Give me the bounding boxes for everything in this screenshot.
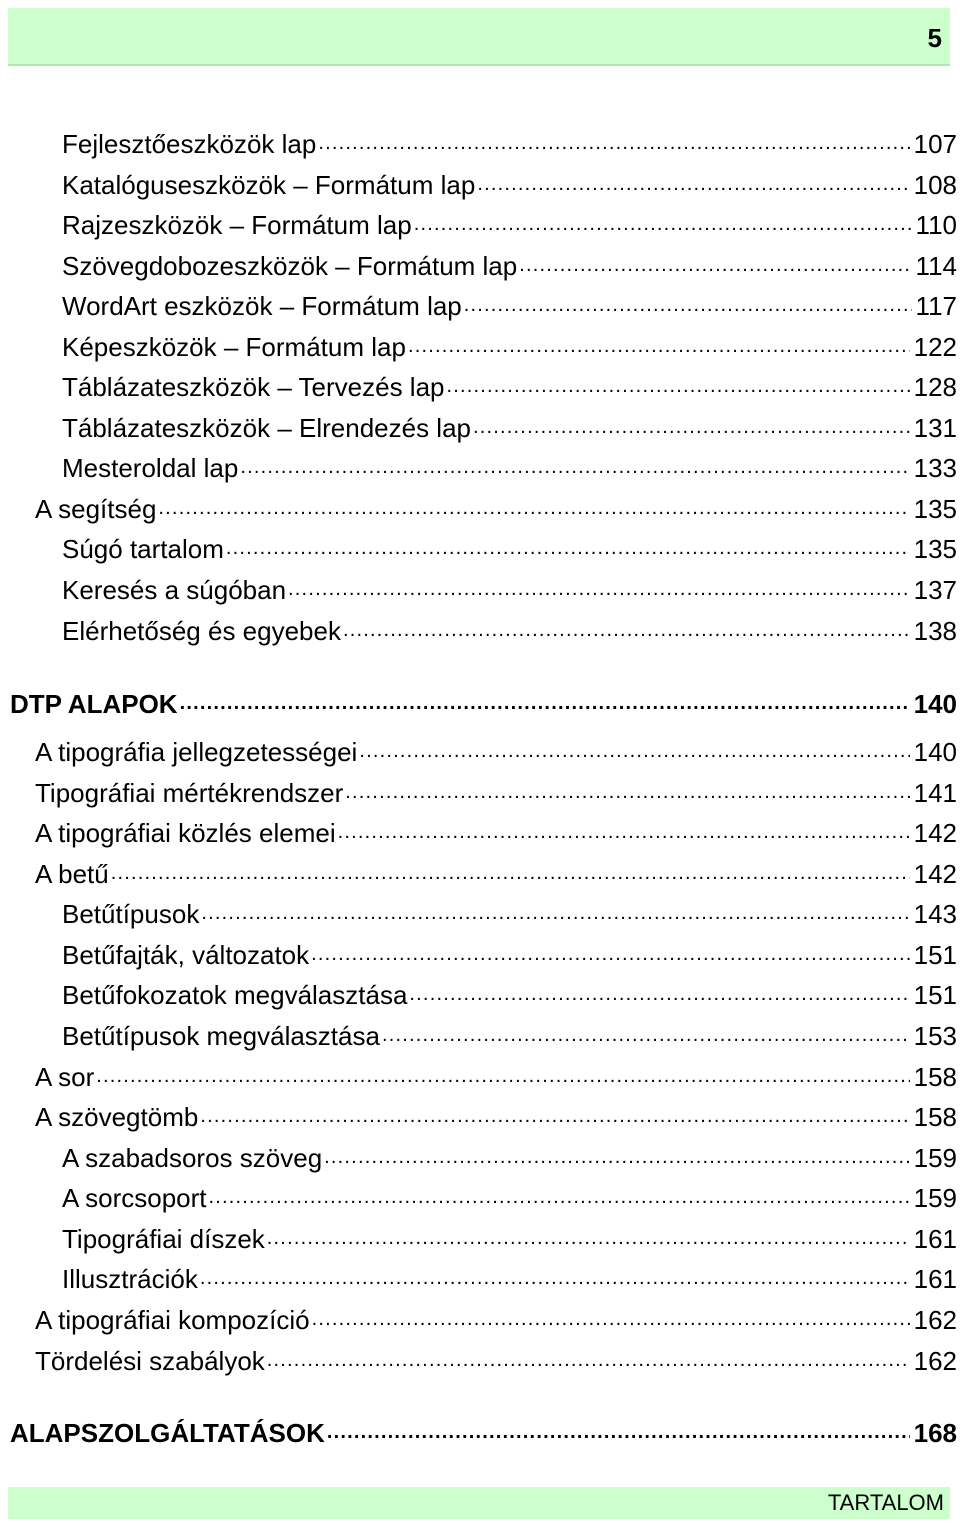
toc-entry-title: Súgó tartalom [62,534,224,564]
toc-entry-page-number: 161 [913,1224,957,1254]
toc-entry[interactable] [35,735,957,768]
toc-entry-page-number: 108 [913,170,957,200]
dot-leader [267,1344,910,1370]
toc-entry-title: Elérhetőség és egyebek [62,616,341,646]
toc-entry-title: Katalóguseszközök – Formátum lap [62,170,476,200]
header-bar [8,8,950,66]
toc-entry[interactable] [10,687,957,720]
toc-entry[interactable] [35,776,957,809]
dot-leader [414,208,912,234]
toc-entry-page-number: 151 [913,980,957,1010]
dot-leader [477,168,909,194]
toc-entry-page-number: 162 [913,1346,957,1376]
toc-entry-title: Betűfajták, változatok [62,940,310,970]
toc-entry[interactable] [62,168,957,201]
dot-leader [343,614,910,640]
dot-leader [209,1181,910,1207]
dot-leader [327,1416,910,1442]
dot-leader [111,857,910,883]
toc-entry-page-number: 159 [913,1183,957,1213]
toc-entry-page-number: 161 [913,1264,957,1294]
toc-entry-page-number: 137 [913,575,957,605]
dot-leader [201,897,909,923]
toc-entry[interactable] [62,1181,957,1214]
toc-entry-title: Tördelési szabályok [35,1346,265,1376]
toc-entry-page-number: 162 [913,1305,957,1335]
toc-entry-page-number: 135 [913,494,957,524]
toc-entry[interactable] [35,492,957,525]
toc-entry-page-number: 128 [913,372,957,402]
toc-entry-page-number: 141 [913,778,957,808]
toc-entry-title: A sor [35,1062,95,1092]
toc-entry[interactable] [62,978,957,1011]
toc-entry-title: Keresés a súgóban [62,575,287,605]
toc-entry-title: Betűtípusok [62,899,200,929]
toc-entry-page-number: 135 [913,534,957,564]
toc-entry[interactable] [35,1303,957,1336]
toc-entry-page-number: 143 [913,899,957,929]
toc-entry-page-number: 142 [913,859,957,889]
dot-leader [240,451,909,477]
toc-entry[interactable] [62,1141,957,1174]
dot-leader [96,1060,909,1086]
dot-leader [288,573,910,599]
toc-entry-title: Tipográfiai mértékrendszer [35,778,344,808]
toc-entry-page-number: 133 [913,453,957,483]
toc-entry-title: ALAPSZOLGÁLTATÁSOK [10,1418,325,1448]
toc-entry-page-number: 158 [913,1102,957,1132]
toc-entry-page-number: 142 [913,818,957,848]
dot-leader [267,1222,910,1248]
toc-entry-title: Mesteroldal lap [62,453,239,483]
toc-entry[interactable] [62,370,957,403]
dot-leader [200,1262,910,1288]
dot-leader [345,776,909,802]
toc-entry[interactable] [62,938,957,971]
toc-entry-title: A betű [35,859,109,889]
dot-leader [318,127,909,153]
toc-entry-title: Illusztrációk [62,1264,198,1294]
toc-entry-page-number: 107 [913,129,957,159]
toc-entry[interactable] [62,330,957,363]
toc-entry[interactable] [62,897,957,930]
toc-entry[interactable] [62,289,957,322]
toc-entry[interactable] [35,1100,957,1133]
toc-entry-title: A szövegtömb [35,1102,199,1132]
dot-leader [324,1141,909,1167]
toc-entry-page-number: 131 [913,413,957,443]
toc-entry-title: A tipográfiai kompozíció [35,1305,310,1335]
dot-leader [158,492,909,518]
toc-entry[interactable] [35,1344,957,1377]
toc-entry[interactable] [62,573,957,606]
dot-leader [226,532,910,558]
footer-bar [8,1487,950,1519]
toc-entry-page-number: 110 [915,210,957,240]
footer-section-label: TARTALOM [827,1490,944,1515]
toc-entry-title: A szabadsoros szöveg [62,1143,323,1173]
toc-entry-title: A tipográfia jellegzetességei [35,737,358,767]
toc-entry-title: A sorcsoport [62,1183,207,1213]
toc-entry-title: A tipográfiai közlés elemei [35,818,336,848]
toc-entry-title: Táblázateszközök – Elrendezés lap [62,413,472,443]
toc-entry-title: Képeszközök – Formátum lap [62,332,406,362]
dot-leader [519,249,911,275]
toc-entry-title: A segítség [35,494,157,524]
dot-leader [447,370,910,396]
dot-leader [180,687,910,713]
dot-leader [408,330,910,356]
toc-entry[interactable] [62,451,957,484]
toc-entry-page-number: 153 [913,1021,957,1051]
dot-leader [312,1303,910,1329]
toc-entry-title: Szövegdobozeszközök – Formátum lap [62,251,518,281]
toc-entry[interactable] [62,532,957,565]
toc-entry-page-number: 159 [913,1143,957,1173]
page-number: 5 [927,23,942,53]
toc-entry[interactable] [10,1416,957,1449]
toc-entry[interactable] [62,127,957,160]
toc-entry[interactable] [62,1262,957,1295]
dot-leader [464,289,912,315]
toc-entry[interactable] [35,1060,957,1093]
dot-leader [473,411,910,437]
dot-leader [359,735,909,761]
toc-entry-page-number: 151 [913,940,957,970]
toc-entry-title: WordArt eszközök – Formátum lap [62,291,462,321]
toc-entry-page-number: 122 [913,332,957,362]
toc-entry[interactable] [35,857,957,890]
toc-entry[interactable] [62,1222,957,1255]
toc-entry-title: DTP ALAPOK [10,689,178,719]
toc-entry-title: Rajzeszközök – Formátum lap [62,210,412,240]
toc-entry-page-number: 140 [913,737,957,767]
dot-leader [382,1019,910,1045]
toc-entry[interactable] [62,1019,957,1052]
dot-leader [311,938,909,964]
dot-leader [200,1100,909,1126]
toc-entry-page-number: 140 [913,689,957,719]
toc-entry-title: Tipográfiai díszek [62,1224,265,1254]
toc-entry[interactable] [62,249,957,282]
toc-entry-title: Fejlesztőeszközök lap [62,129,317,159]
toc-entry-page-number: 158 [913,1062,957,1092]
toc-entry-title: Táblázateszközök – Tervezés lap [62,372,445,402]
toc-entry-page-number: 117 [915,291,957,321]
toc-entry-page-number: 138 [913,616,957,646]
toc-entry[interactable] [62,208,957,241]
dot-leader [409,978,909,1004]
toc-entry[interactable] [35,816,957,849]
toc-entry-title: Betűtípusok megválasztása [62,1021,380,1051]
toc-entry-title: Betűfokozatok megválasztása [62,980,408,1010]
dot-leader [338,816,910,842]
toc-entry[interactable] [62,411,957,444]
toc-entry-page-number: 114 [915,251,957,281]
toc-entry[interactable] [62,614,957,647]
toc-entry-page-number: 168 [913,1418,957,1448]
